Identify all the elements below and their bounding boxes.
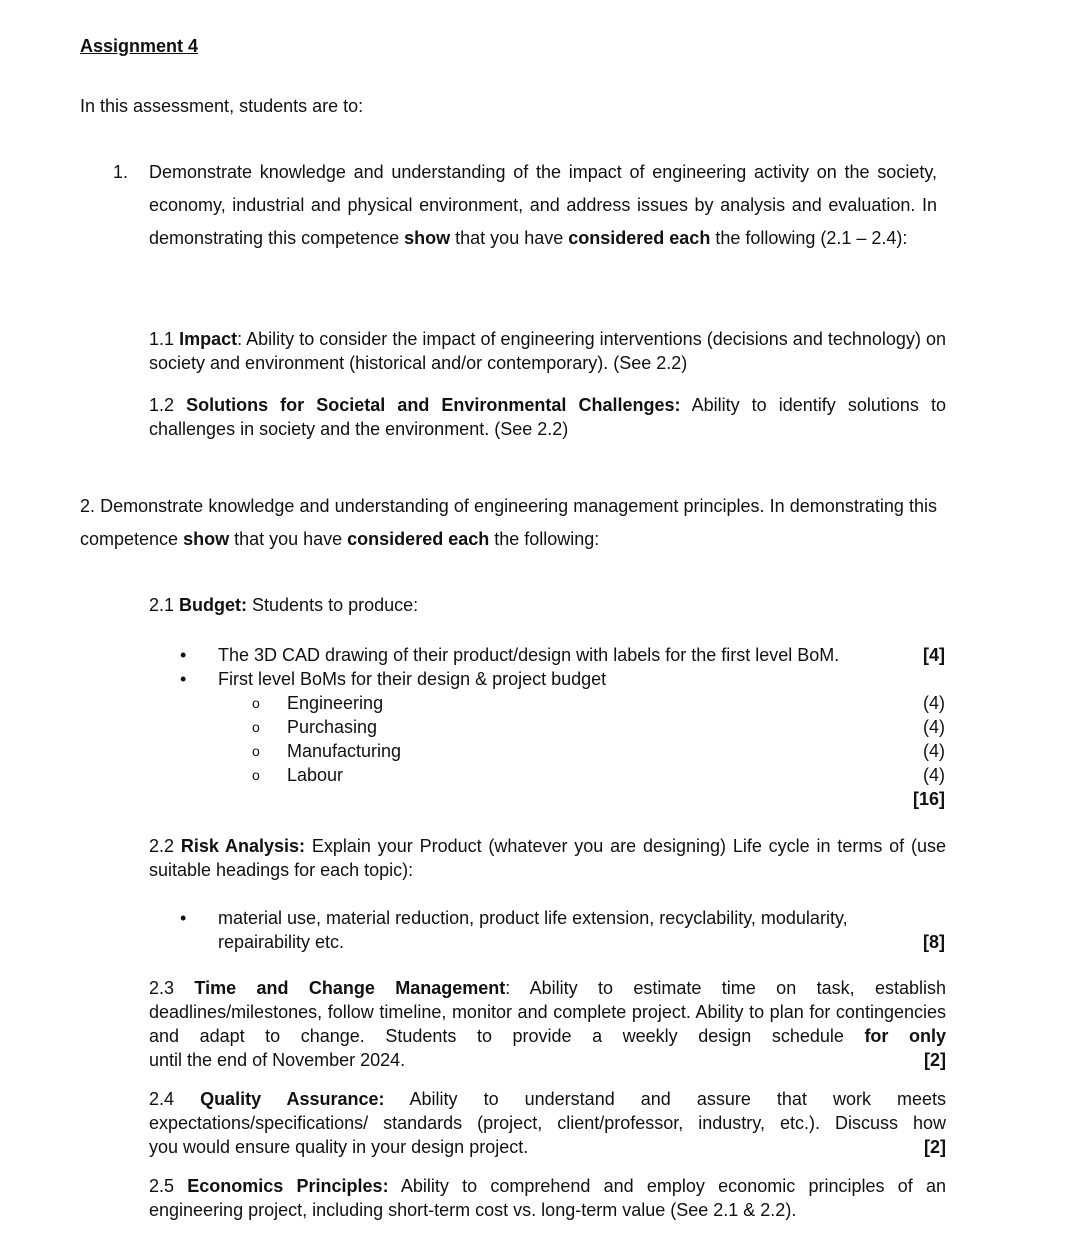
circle-bullet-icon: o — [252, 695, 260, 711]
mark-label: [8] — [923, 932, 945, 952]
section1-paragraph: Demonstrate knowledge and understanding of the impact of engineering activity on the society, economy, industrial and physical environment, and address issues by analysis and evaluation. In demonstrating this competence show that you have considered each the following (2.1 – 2.4): — [149, 162, 937, 248]
bom-sub-item: o Manufacturing (4) — [252, 741, 945, 761]
item-2-4-quality-assurance: 2.4 Quality Assurance: Ability to understand and assure that work meets expectations/specifications/ standards (project, client/professor, industry, etc.). Discuss how you would ensure quality in your design project. [2] — [149, 1089, 947, 1157]
bullet-icon: • — [180, 645, 187, 665]
circle-bullet-icon: o — [252, 743, 260, 759]
circle-bullet-icon: o — [252, 719, 260, 735]
budget-bullet-1: • The 3D CAD drawing of their product/design with labels for the first level BoM. [4] — [180, 645, 945, 665]
mark-label: [4] — [923, 645, 945, 665]
budget-total: [16] — [912, 789, 945, 809]
item-2-5-economics: 2.5 Economics Principles: Ability to comprehend and employ economic principles of an engineering project, including short-term cost vs. long-term value (See 2.1 & 2.2). — [149, 1176, 946, 1220]
section2-paragraph: 2. Demonstrate knowledge and understanding of engineering management principles. In demonstrating this competence show that you have considered each the following: — [80, 496, 937, 549]
risk-bullet: • material use, material reduction, product life extension, recyclability, modularity, — [180, 908, 848, 928]
item-2-3-time-management: 2.3 Time and Change Management: Ability to estimate time on task, establish deadlines/milestones, follow timeline, monitor and complete project. Ability to plan for contingencies and adapt to change. Students to provide a weekly design schedule for only until the end of November 2024. [2] — [149, 978, 947, 1070]
intro-text: In this assessment, students are to: — [80, 96, 364, 116]
section1-number: 1. — [113, 162, 129, 182]
bom-sub-item: o Purchasing (4) — [252, 717, 945, 737]
page-title: Assignment 4 — [80, 36, 199, 56]
risk-bullet-cont: repairability etc. [8] — [218, 932, 945, 952]
bullet-icon: • — [180, 669, 187, 689]
item-1-2-solutions: 1.2 Solutions for Societal and Environmental Challenges: Ability to identify solutions to challenges in society and the environment. (See 2.2) — [149, 395, 946, 439]
item-1-1-impact: 1.1 Impact: Ability to consider the impact of engineering interventions (decisions and technology) on society and environment (historical and/or contemporary). (See 2.2) — [149, 329, 947, 373]
item-2-1-budget: 2.1 Budget: Students to produce: — [149, 595, 419, 615]
bom-sub-item: o Labour (4) — [252, 765, 945, 785]
mark-label: [2] — [924, 1137, 946, 1157]
mark-label: [2] — [924, 1050, 946, 1070]
bom-sub-item: o Engineering (4) — [252, 693, 945, 713]
circle-bullet-icon: o — [252, 767, 260, 783]
bullet-icon: • — [180, 908, 187, 928]
budget-bullet-2: • First level BoMs for their design & project budget — [180, 669, 607, 689]
item-2-2-risk-analysis: 2.2 Risk Analysis: Explain your Product (whatever you are designing) Life cycle in terms of (use suitable headings for each topic): — [149, 836, 946, 880]
